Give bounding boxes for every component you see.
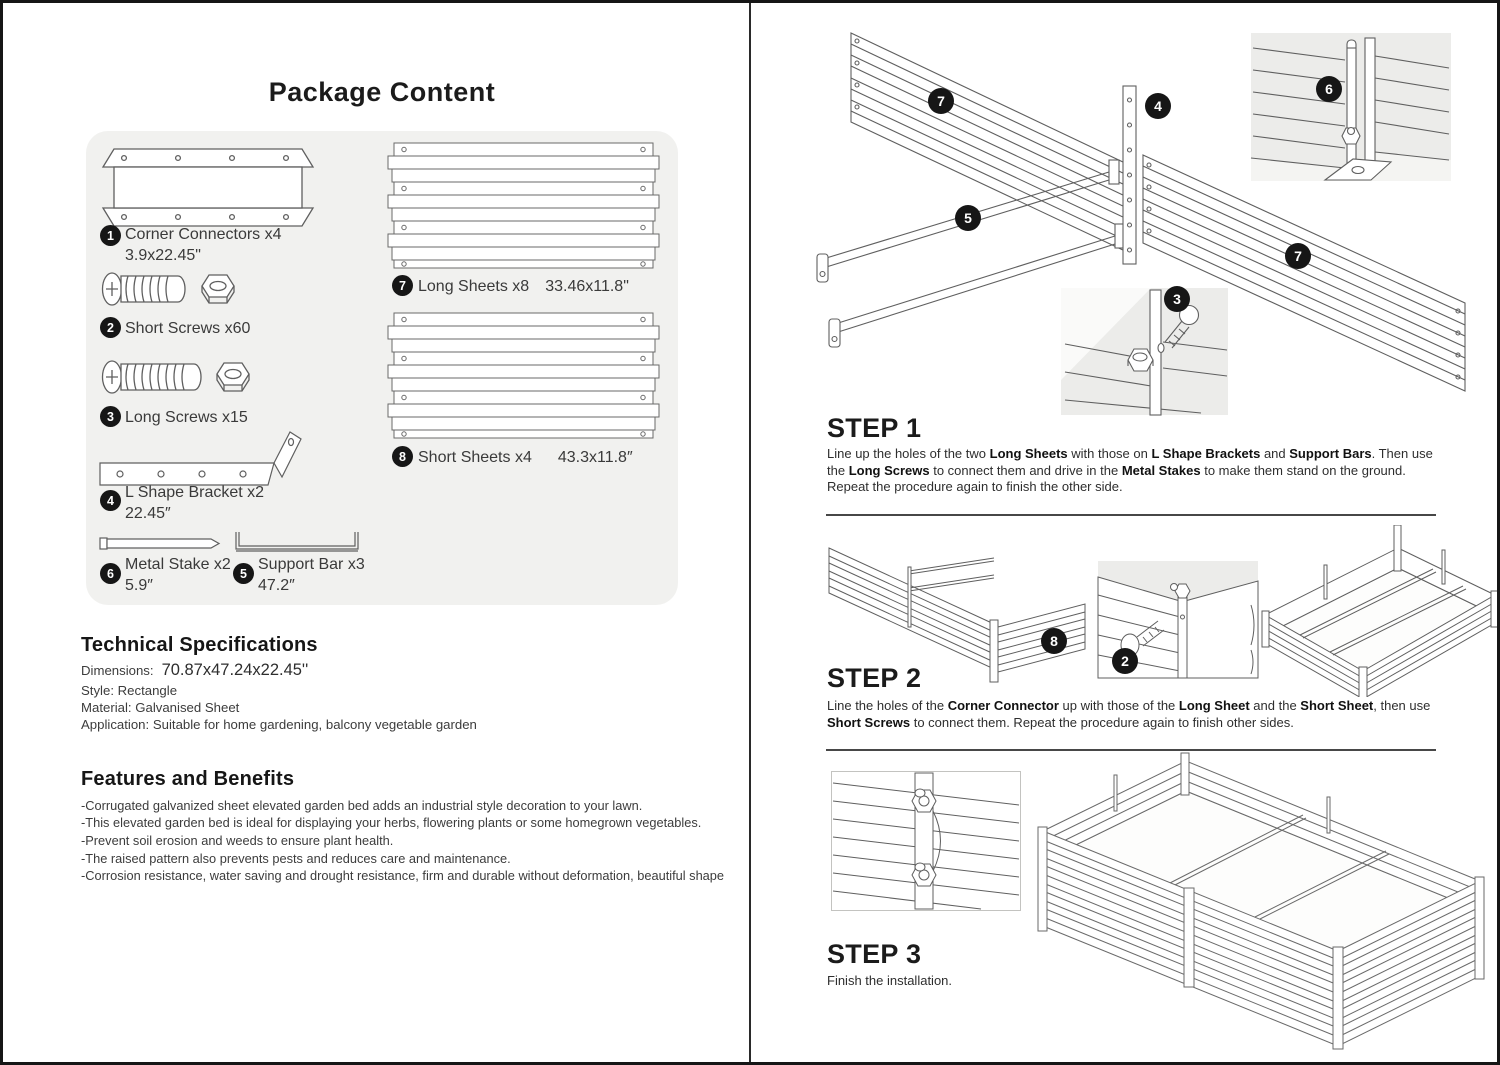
metal-stake-icon — [98, 533, 223, 553]
step2-title: STEP 2 — [827, 663, 922, 693]
item-corner-connectors — [125, 224, 282, 266]
item-label: Long Screws x15 — [125, 409, 248, 426]
item-badge: 4 — [100, 490, 121, 511]
spec-dimensions-label: Dimensions: — [81, 663, 154, 678]
callout-metal-stake: 6 — [1316, 76, 1342, 102]
feature-item: -Prevent soil erosion and weeds to ensure plant health. — [81, 833, 394, 848]
item-short-screws — [125, 318, 250, 339]
item-badge: 8 — [392, 446, 413, 467]
item-support-bar — [258, 554, 365, 596]
item-label: Metal Stake x2 — [125, 556, 231, 573]
item-badge: 2 — [100, 317, 121, 338]
spec-material: Material: Galvanised Sheet — [81, 700, 240, 715]
item-dimension: 5.9″ — [125, 577, 153, 594]
item-label: Corner Connectors x4 — [125, 226, 282, 243]
item-badge: 7 — [392, 275, 413, 296]
spec-style: Style: Rectangle — [81, 683, 178, 698]
feature-item: -The raised pattern also prevents pests and reduces care and maintenance. — [81, 851, 511, 866]
item-long-screws — [125, 407, 248, 428]
spec-dimensions — [81, 662, 308, 679]
l-shape-bracket-icon — [98, 427, 303, 489]
callout-support-bar: 5 — [955, 205, 981, 231]
section-rule — [826, 514, 1436, 516]
callout-short-sheet: 8 — [1041, 628, 1067, 654]
callout-long-sheet: 7 — [928, 88, 954, 114]
item-label: Short Screws x60 — [125, 320, 251, 337]
spec-application: Application: Suitable for home gardening, balcony vegetable garden — [81, 717, 477, 732]
step1-assembly-diagram — [753, 8, 1498, 418]
item-l-shape-bracket — [125, 482, 264, 524]
item-dimension: 33.46x11.8" — [545, 278, 629, 295]
item-badge: 1 — [100, 225, 121, 246]
feature-item: -Corrosion resistance, water saving and drought resistance, firm and durable without deformation, beautiful shape — [81, 868, 725, 883]
item-label: Long Sheets x8 — [418, 278, 530, 295]
item-metal-stake — [125, 554, 231, 596]
item-dimension: 43.3x11.8″ — [557, 449, 633, 466]
step3-title: STEP 3 — [827, 939, 922, 969]
callout-short-screw: 2 — [1112, 648, 1138, 674]
step2-description: Line the holes of the Corner Connector up with those of the Long Sheet and the Short Sheet, then use Short Screws to connect them. Repeat the procedure again to finish other sides. — [827, 698, 1431, 730]
item-label: Short Sheets x4 — [418, 449, 532, 466]
step3-bolt-detail — [831, 771, 1021, 911]
step3-description: Finish the installation. — [827, 973, 953, 988]
callout-long-screw: 3 — [1164, 286, 1190, 312]
feature-item: -Corrugated galvanized sheet elevated garden bed adds an industrial style decoration to your lawn. — [81, 798, 643, 813]
item-long-sheets — [418, 276, 629, 297]
callout-l-bracket: 4 — [1145, 93, 1171, 119]
step3-finished-bed-diagram — [1018, 751, 1493, 1051]
short-screw-icon — [98, 267, 248, 311]
page-title: Package Content — [268, 77, 496, 107]
item-dimension: 3.9x22.45" — [125, 247, 201, 264]
item-dimension: 22.45″ — [125, 505, 171, 522]
short-sheet-icon — [386, 311, 661, 439]
long-screw-icon — [98, 355, 263, 399]
corner-connector-icon — [98, 145, 323, 230]
feature-item: -This elevated garden bed is ideal for displaying your herbs, flowering plants or some homegrown vegetables. — [81, 815, 702, 830]
page-divider — [749, 3, 751, 1062]
step1-description: Line up the holes of the two Long Sheets with those on L Shape Brackets and Support Bars. Then use the Long Screws to connect them and drive in the Metal Stakes to make them stand on the ground. Repeat the procedure again to finish the other side. — [827, 446, 1433, 494]
callout-long-sheet-2: 7 — [1285, 243, 1311, 269]
item-badge: 6 — [100, 563, 121, 584]
item-short-sheets — [418, 447, 633, 468]
item-badge: 3 — [100, 406, 121, 427]
step1-title: STEP 1 — [827, 413, 922, 443]
item-dimension: 47.2″ — [258, 577, 295, 594]
item-label: Support Bar x3 — [258, 556, 365, 573]
item-badge: 5 — [233, 563, 254, 584]
spec-dimensions-value: 70.87x47.24x22.45'' — [161, 661, 309, 679]
package-content-box — [86, 131, 678, 605]
long-sheet-icon — [386, 141, 661, 269]
support-bar-icon — [231, 529, 363, 555]
features-title: Features and Benefits — [81, 768, 295, 790]
tech-specs-title: Technical Specifications — [81, 634, 318, 656]
item-label: L Shape Bracket x2 — [125, 484, 265, 501]
